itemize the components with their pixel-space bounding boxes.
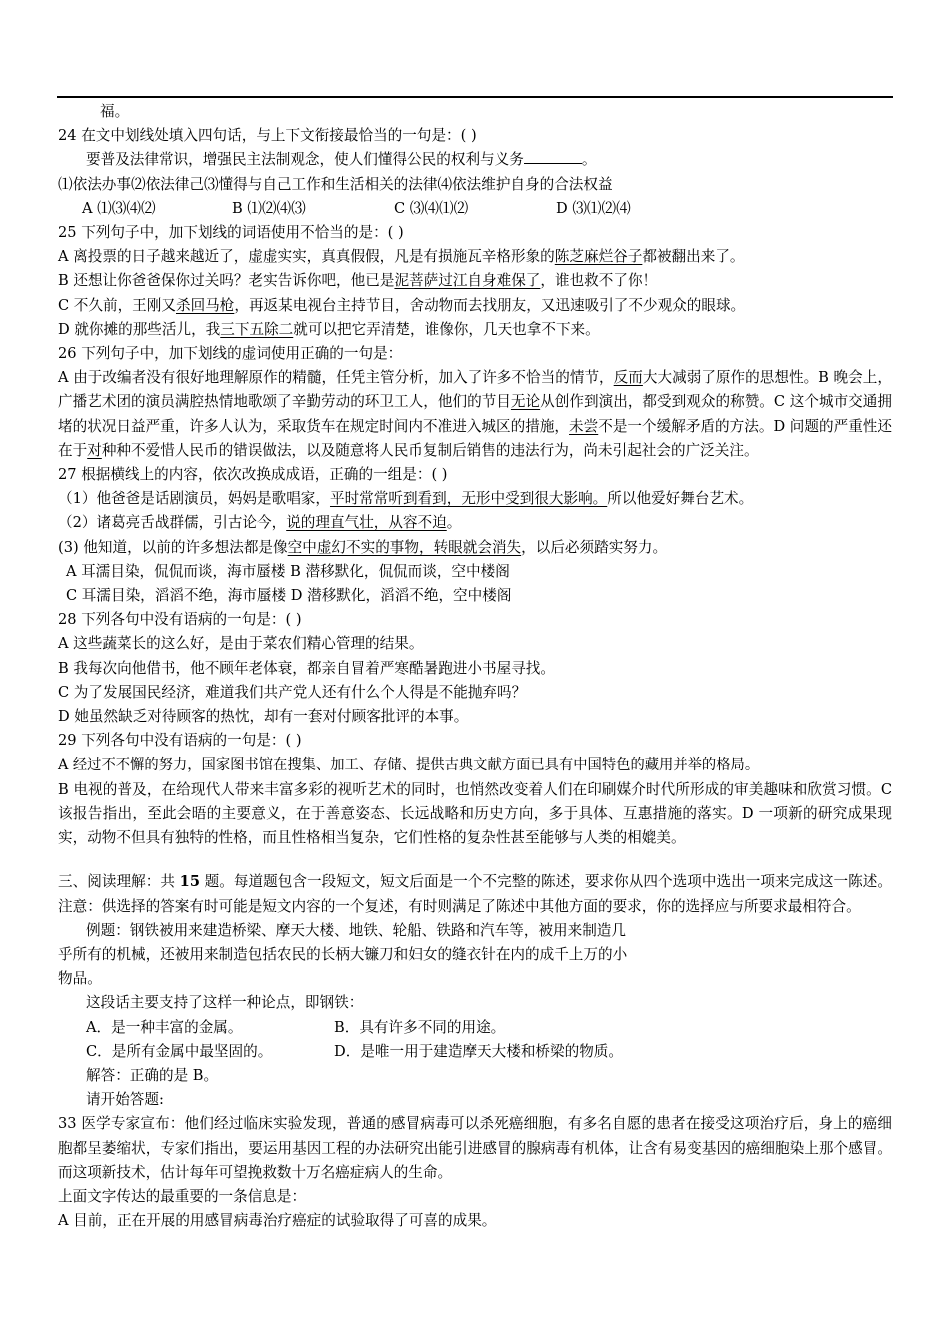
q24-option-d: D ⑶⑴⑵⑷ (556, 199, 631, 217)
example-line-2: 乎所有的机械，还被用来制造包括农民的长柄大镰刀和妇女的缝衣针在内的成千上万的小 (58, 945, 628, 963)
example-answer: 解答：正确的是 B。 (86, 1066, 219, 1084)
q29-stem: 29 下列各句中没有语病的一句是：( ) (58, 732, 302, 750)
section-gap (58, 850, 892, 870)
q26-options: A 由于改编者没有很好地理解原作的精髓，任凭主管分析，加入了许多不恰当的情节，反而大大减弱了原作的思想性。B 晚会上，广播艺术团的演员满腔热情地歌颂了辛勤劳动的环卫工人，他们的节目无论从创作到演出，都受到观众的称赞。C 这个城市交通拥堵的状况日益严重，许多人认为，采取货车在规定时间内不准进入城区的措施，未尝不是一个缓解矛盾的方法。D 问题的严重性还在于对种种不爱惜人民币的错误做法，以及随意将人民币复制后销售的违法行为，尚未引起社会的广泛关注。 (58, 369, 892, 459)
section3-intro: 三、阅读理解：共 15 题。每道题包含一段短文，短文后面是一个不完整的陈述，要求你从四个选项中选出一项来完成这一陈述。注意：供选择的答案有时可能是短文内容的一个复述，有时则满足了陈述中其他方面的要求，你的选择应与所要求最相符合。 (58, 873, 892, 915)
q25-stem: 25 下列句子中，加下划线的词语使用不恰当的是：( ) (58, 224, 404, 242)
q27-sentence-2: （2）诸葛亮舌战群儒，引古论今，说的理直气壮，从容不迫。 (58, 514, 462, 532)
q24-items: ⑴依法办事⑵依法律己⑶懂得与自己工作和生活相关的法律⑷依法维护自身的合法权益 (58, 175, 613, 193)
q28-stem: 28 下列各句中没有语病的一句是：( ) (58, 611, 302, 629)
start-prompt: 请开始答题: (86, 1091, 164, 1109)
continued-text: 福。 (100, 103, 130, 120)
q28-option-b: B 我每次向他借书，他不顾年老体衰，都亲自冒着严寒酷暑跑进小书屋寻找。 (58, 659, 555, 677)
q33-option-a: A 目前，正在开展的用感冒病毒治疗癌症的试验取得了可喜的成果。 (58, 1212, 497, 1230)
q29-option-a: A 经过不不懈的努力，国家图书馆在搜集、加工、存储、提供古典文献方面已具有中国特色的藏用并举的格局。 (58, 757, 760, 774)
q27-options-ab: A 耳濡目染，侃侃而谈，海市蜃楼 B 潜移默化，侃侃而谈，空中楼阁 (66, 562, 510, 580)
q27-options-cd: C 耳濡目染，滔滔不绝，海市蜃楼 D 潜移默化，滔滔不绝，空中楼阁 (66, 587, 512, 605)
document-page (58, 100, 892, 1233)
example-question: 这段话主要支持了这样一种论点，即钢铁： (86, 994, 364, 1012)
example-options-ab: A．是一种丰富的金属。 B．具有许多不同的用途。 (86, 1018, 506, 1036)
q33-passage: 33 医学专家宣布：他们经过临床实验发现，普通的感冒病毒可以杀死癌细胞，有多名自愿的患者在接受这项治疗后，身上的癌细胞都呈萎缩状，专家们指出，要运用基因工程的办法研究出能引进感冒的腺病毒有机体，让含有易变基因的癌细胞染上那个感冒。而这项新技术，估计每年可望挽救数十万名癌症病人的生命。 (58, 1115, 892, 1181)
q24-options (58, 197, 892, 221)
header-rule (57, 96, 893, 98)
q25-option-d: D 就你摊的那些活儿，我三下五除二就可以把它弄清楚，谁像你，几天也拿不下来。 (58, 320, 600, 338)
q24-blank (524, 149, 582, 164)
q24-option-b: B ⑴⑵⑷⑶ (232, 199, 306, 217)
q24-option-a: A ⑴⑶⑷⑵ (82, 199, 156, 217)
example-line-3: 物品。 (58, 970, 102, 988)
example-line-1: 例题：钢铁被用来建造桥梁、摩天大楼、地铁、轮船、铁路和汽车等，被用来制造几 (86, 921, 626, 939)
q25-option-b: B 还想让你爸爸保你过关吗？老实告诉你吧，他已是泥菩萨过江自身难保了，谁也救不了你！ (58, 272, 658, 290)
q25-option-a: A 离投票的日子越来越近了，虚虚实实，真真假假，凡是有损施瓦辛格形象的陈芝麻烂谷子都被翻出来了。 (58, 248, 745, 266)
q24-option-c: C ⑶⑷⑴⑵ (394, 199, 469, 217)
q28-option-a: A 这些蔬菜长的这么好，是由于菜农们精心管理的结果。 (58, 635, 424, 653)
q27-sentence-1: （1）他爸爸是话剧演员，妈妈是歌唱家，平时常常听到看到，无形中受到很大影响。所以他爱好舞台艺术。 (58, 490, 754, 508)
q27-sentence-3: (3) 他知道，以前的许多想法都是像空中虚幻不实的事物，转眼就会消失，以后必须踏实努力。 (58, 538, 668, 556)
q27-stem: 27 根据横线上的内容，依次改换成成语，正确的一组是：( ) (58, 466, 448, 484)
q24-stem: 24 在文中划线处填入四句话，与上下文衔接最恰当的一句是：( ) (58, 127, 477, 145)
q28-option-c: C 为了发展国民经济，难道我们共产党人还有什么个人得是不能抛弃吗？ (58, 683, 527, 701)
example-options-cd: C．是所有金属中最坚固的。 D．是唯一用于建造摩天大楼和桥梁的物质。 (86, 1042, 623, 1060)
q26-stem: 26 下列句子中，加下划线的虚词使用正确的一句是： (58, 345, 403, 363)
q28-option-d: D 她虽然缺乏对待顾客的热忱，却有一套对付顾客批评的本事。 (58, 708, 469, 726)
q33-question: 上面文字传达的最重要的一条信息是： (58, 1187, 307, 1205)
q29-options-bcd: B 电视的普及，在给现代人带来丰富多彩的视听艺术的同时，也悄然改变着人们在印刷媒介时代所形成的审美趣味和欣赏习惯。C 该报告指出，至此会晤的主要意义，在于善意姿态、长远战略和历史方向，多于具体、互惠措施的落实。D 一项新的研究成果现实，动物不但具有独特的性格，而且性格相当复杂，它们性格的复杂性甚至能够与人类的相媲美。 (58, 780, 892, 847)
q24-sentence: 要普及法律常识，增强民主法制观念，使人们懂得公民的权利与义务 。 (86, 151, 597, 169)
q25-option-c: C 不久前，王刚又杀回马枪，再返某电视台主持节目，舍动物而去找朋友，又迅速吸引了不少观众的眼球。 (58, 296, 746, 314)
